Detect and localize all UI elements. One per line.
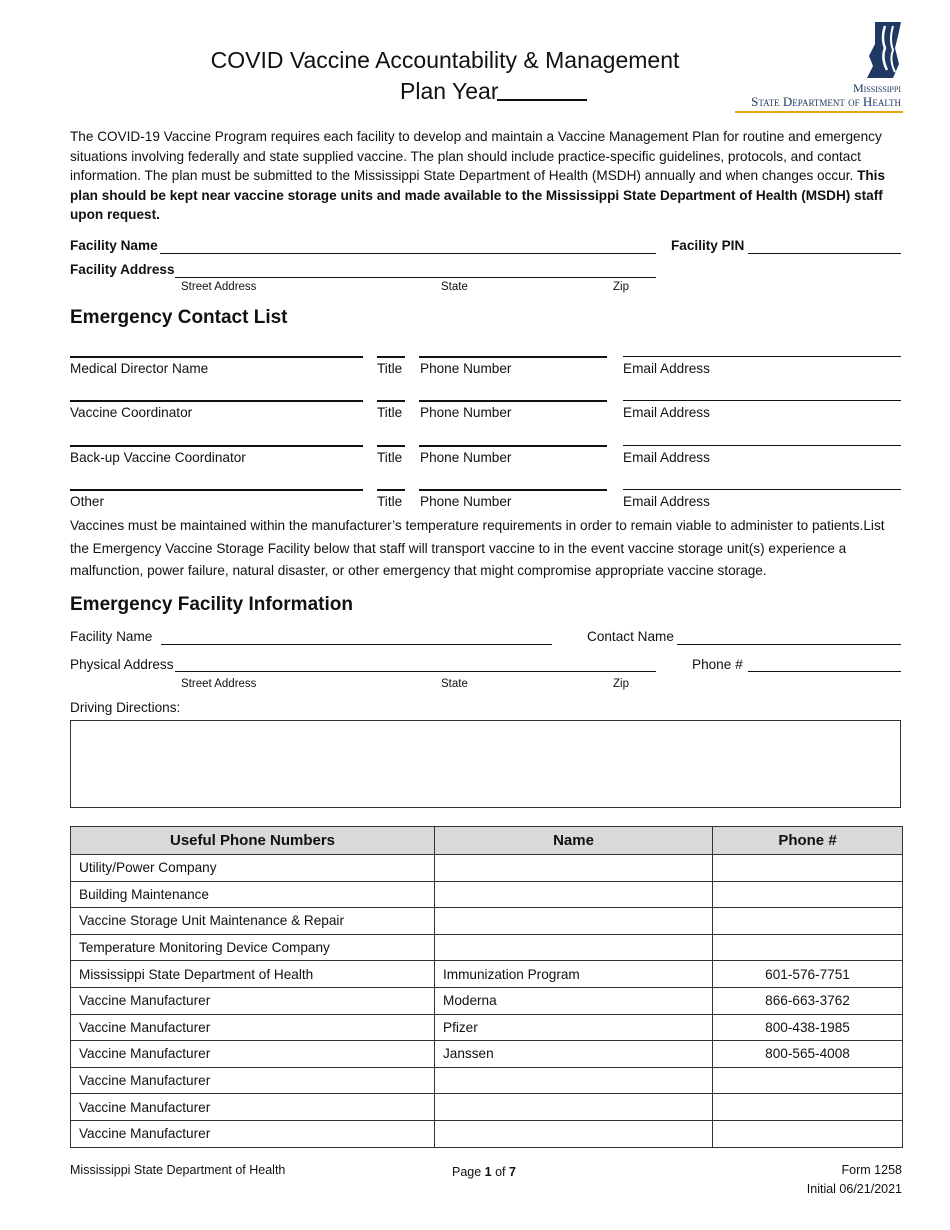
facility-address-label: Facility Address bbox=[70, 262, 175, 277]
footer-org: Mississippi State Department of Health bbox=[70, 1163, 286, 1177]
table-row bbox=[71, 1041, 903, 1068]
contact-title-field[interactable] bbox=[377, 356, 405, 358]
ef-contact-field[interactable] bbox=[677, 644, 901, 645]
msdh-logo: Mississippi State Department of Health bbox=[735, 18, 905, 113]
table-row bbox=[71, 908, 903, 935]
contact-title-label: Title bbox=[377, 405, 403, 420]
phone-cell[interactable] bbox=[713, 881, 903, 908]
name-cell[interactable]: Moderna bbox=[435, 987, 713, 1014]
contact-title-field[interactable] bbox=[377, 489, 405, 491]
form-number: Form 1258 bbox=[841, 1163, 902, 1177]
phone-cell[interactable] bbox=[713, 908, 903, 935]
document-title: COVID Vaccine Accountability & Management bbox=[210, 47, 680, 73]
facility-pin-label: Facility PIN bbox=[671, 238, 745, 253]
form-date: Initial 06/21/2021 bbox=[806, 1182, 902, 1196]
street-address-label: Street Address bbox=[181, 281, 257, 293]
table-row bbox=[71, 1120, 903, 1147]
driving-directions-box[interactable] bbox=[70, 720, 901, 808]
emergency-contact-heading: Emergency Contact List bbox=[70, 307, 288, 328]
phone-cell[interactable] bbox=[713, 1067, 903, 1094]
emergency-facility-heading: Emergency Facility Information bbox=[70, 594, 353, 615]
storage-note: Vaccines must be maintained within the manufacturer’s temperature requirements in order to remain viable to administer to patients.List the Emergency Vaccine Storage Facility below that staff will transport vaccine to in the event vaccine storage unit(s) experience a malfunction, power failure, natural disaster, or other emergency that might compromise appropriate vaccine storage. bbox=[70, 518, 885, 578]
ef-street-label: Street Address bbox=[181, 678, 257, 690]
ef-phone-field[interactable] bbox=[748, 671, 901, 672]
phone-cell[interactable]: 800-438-1985 bbox=[713, 1014, 903, 1041]
contact-title-field[interactable] bbox=[377, 400, 405, 402]
facility-pin-field[interactable] bbox=[748, 253, 901, 254]
contact-phone-label: Phone Number bbox=[420, 494, 512, 509]
ef-state-label: State bbox=[441, 678, 468, 690]
contact-title-label: Title bbox=[377, 361, 403, 376]
contact-phone-label: Phone Number bbox=[420, 405, 512, 420]
contact-email-label: Email Address bbox=[623, 361, 710, 376]
table-row bbox=[71, 855, 903, 882]
driving-directions-label: Driving Directions: bbox=[70, 700, 181, 715]
service-cell: Mississippi State Department of Health bbox=[71, 961, 435, 988]
ef-zip-label: Zip bbox=[613, 678, 629, 690]
contact-email-label: Email Address bbox=[623, 405, 710, 420]
table-row bbox=[71, 987, 903, 1014]
plan-year-label: Plan Year bbox=[400, 78, 499, 104]
table-row bbox=[71, 1094, 903, 1121]
service-cell: Vaccine Manufacturer bbox=[71, 1094, 435, 1121]
service-cell: Vaccine Storage Unit Maintenance & Repair bbox=[71, 908, 435, 935]
col-header-useful: Useful Phone Numbers bbox=[71, 827, 435, 855]
contact-email-field[interactable] bbox=[623, 445, 901, 446]
ef-contact-label: Contact Name bbox=[587, 629, 674, 644]
contact-name-field[interactable] bbox=[70, 489, 363, 491]
contact-phone-field[interactable] bbox=[419, 489, 607, 491]
phone-cell[interactable] bbox=[713, 855, 903, 882]
name-cell[interactable] bbox=[435, 908, 713, 935]
contact-email-field[interactable] bbox=[623, 400, 901, 401]
ef-phone-label: Phone # bbox=[692, 657, 743, 672]
state-label: State bbox=[441, 281, 468, 293]
table-row bbox=[71, 881, 903, 908]
table-row bbox=[71, 1014, 903, 1041]
contact-email-label: Email Address bbox=[623, 494, 710, 509]
service-cell: Vaccine Manufacturer bbox=[71, 987, 435, 1014]
contact-role-label: Other bbox=[70, 494, 104, 509]
name-cell[interactable] bbox=[435, 1067, 713, 1094]
service-cell: Building Maintenance bbox=[71, 881, 435, 908]
service-cell: Vaccine Manufacturer bbox=[71, 1041, 435, 1068]
contact-email-field[interactable] bbox=[623, 356, 901, 357]
phone-cell[interactable]: 601-576-7751 bbox=[713, 961, 903, 988]
contact-title-label: Title bbox=[377, 450, 403, 465]
plan-year-field[interactable] bbox=[497, 99, 587, 101]
name-cell[interactable] bbox=[435, 1094, 713, 1121]
service-cell: Vaccine Manufacturer bbox=[71, 1067, 435, 1094]
name-cell[interactable] bbox=[435, 1120, 713, 1147]
contact-phone-label: Phone Number bbox=[420, 361, 512, 376]
contact-role-label: Medical Director Name bbox=[70, 361, 209, 376]
ef-name-label: Facility Name bbox=[70, 629, 153, 644]
contact-phone-field[interactable] bbox=[419, 400, 607, 402]
contact-email-field[interactable] bbox=[623, 489, 901, 490]
phone-cell[interactable]: 800-565-4008 bbox=[713, 1041, 903, 1068]
service-cell: Vaccine Manufacturer bbox=[71, 1120, 435, 1147]
name-cell[interactable]: Immunization Program bbox=[435, 961, 713, 988]
name-cell[interactable] bbox=[435, 881, 713, 908]
col-header-name: Name bbox=[435, 827, 713, 855]
col-header-phone: Phone # bbox=[713, 827, 903, 855]
contact-name-field[interactable] bbox=[70, 356, 363, 358]
contact-phone-field[interactable] bbox=[419, 445, 607, 447]
phone-cell[interactable] bbox=[713, 1120, 903, 1147]
table-row bbox=[71, 934, 903, 961]
service-cell: Vaccine Manufacturer bbox=[71, 1014, 435, 1041]
phone-cell[interactable]: 866-663-3762 bbox=[713, 987, 903, 1014]
intro-paragraph: The COVID-19 Vaccine Program requires each facility to develop and maintain a Vaccine Management Plan for routine and emergency situations involving federally and state supplied vaccine. The plan should include practice-specific guidelines, protocols, and contact information. The plan must be submitted to the Mississippi State Department of Health (MSDH) annually and when changes occur. This plan should be kept near vaccine storage units and made available to the Mississippi State Department of Health (MSDH) staff upon request. bbox=[70, 129, 886, 222]
name-cell[interactable] bbox=[435, 855, 713, 882]
facility-address-field[interactable] bbox=[175, 277, 656, 278]
service-cell: Utility/Power Company bbox=[71, 855, 435, 882]
contact-phone-field[interactable] bbox=[419, 356, 607, 358]
table-row bbox=[71, 1067, 903, 1094]
facility-name-label: Facility Name bbox=[70, 238, 158, 253]
ef-address-label: Physical Address bbox=[70, 657, 174, 672]
contact-email-label: Email Address bbox=[623, 450, 710, 465]
name-cell[interactable] bbox=[435, 934, 713, 961]
ef-address-field[interactable] bbox=[175, 671, 656, 672]
name-cell[interactable]: Janssen bbox=[435, 1041, 713, 1068]
contact-role-label: Vaccine Coordinator bbox=[70, 405, 193, 420]
table-row bbox=[71, 961, 903, 988]
contact-name-field[interactable] bbox=[70, 400, 363, 402]
contact-role-label: Back-up Vaccine Coordinator bbox=[70, 450, 246, 465]
useful-phone-table bbox=[70, 826, 903, 1148]
ef-name-field[interactable] bbox=[161, 644, 552, 645]
name-cell[interactable]: Pfizer bbox=[435, 1014, 713, 1041]
contact-name-field[interactable] bbox=[70, 445, 363, 447]
contact-phone-label: Phone Number bbox=[420, 450, 512, 465]
page-number: Page 1 of 7 bbox=[452, 1165, 516, 1179]
phone-cell[interactable] bbox=[713, 934, 903, 961]
service-cell: Temperature Monitoring Device Company bbox=[71, 934, 435, 961]
phone-cell[interactable] bbox=[713, 1094, 903, 1121]
facility-name-field[interactable] bbox=[160, 253, 656, 254]
zip-label: Zip bbox=[613, 281, 629, 293]
contact-title-field[interactable] bbox=[377, 445, 405, 447]
contact-title-label: Title bbox=[377, 494, 403, 509]
